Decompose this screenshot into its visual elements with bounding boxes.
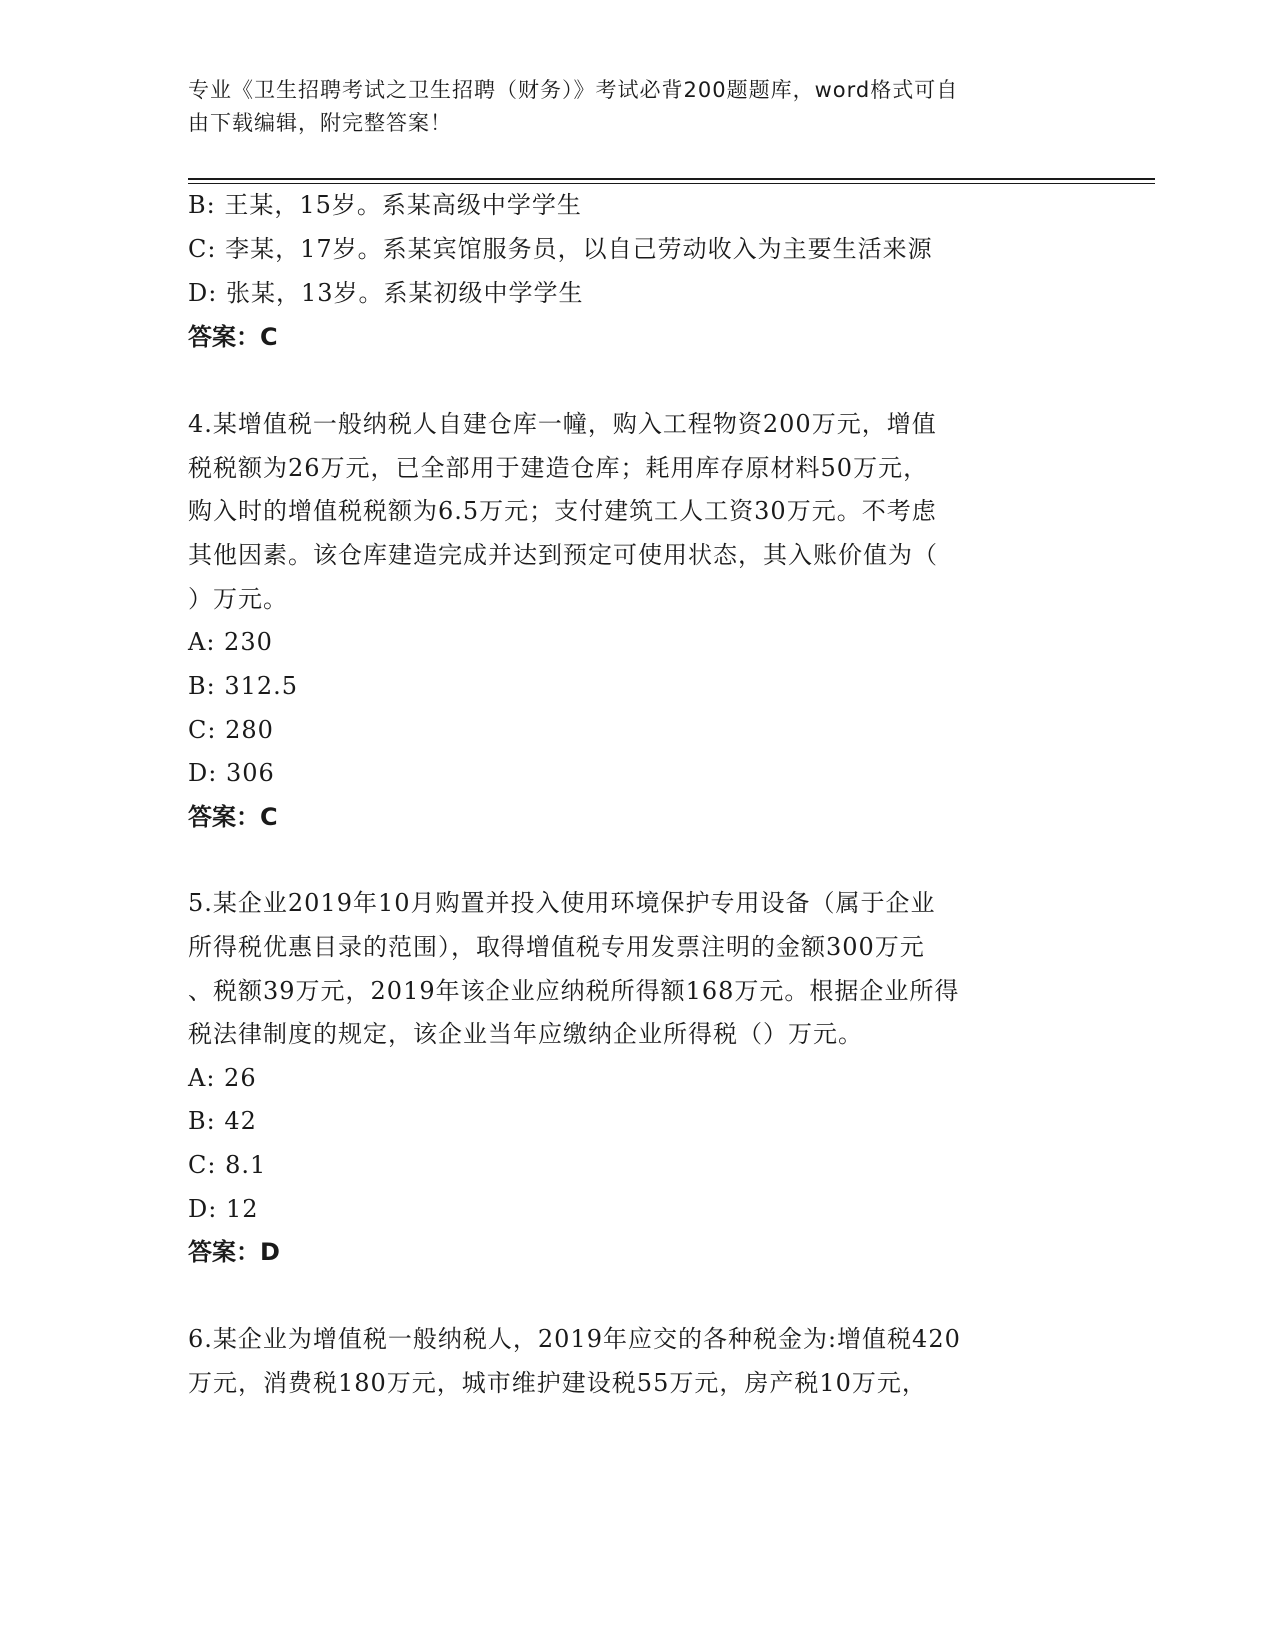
header-rule-thick <box>188 178 1155 180</box>
header-rule-thin <box>188 183 1155 184</box>
q4-option-d: D: 306 <box>188 759 275 787</box>
q4-stem-line-4: 其他因素。该仓库建造完成并达到预定可使用状态，其入账价值为（ <box>188 541 938 569</box>
q6-stem-line-2: 万元，消费税180万元，城市维护建设税55万元，房产税10万元， <box>188 1369 927 1397</box>
q5-option-a: A: 26 <box>188 1064 257 1092</box>
q6-stem-line-1: 6.某企业为增值税一般纳税人，2019年应交的各种税金为:增值税420 <box>188 1325 961 1353</box>
q5-stem-line-3: 、税额39万元，2019年该企业应纳税所得额168万元。根据企业所得 <box>188 977 960 1005</box>
q5-option-c: C: 8.1 <box>188 1151 267 1179</box>
q3-option-d: D: 张某，13岁。系某初级中学学生 <box>188 279 584 307</box>
q5-stem-line-1: 5.某企业2019年10月购置并投入使用环境保护专用设备（属于企业 <box>188 889 936 917</box>
q4-option-b: B: 312.5 <box>188 672 299 700</box>
q5-stem-line-2: 所得税优惠目录的范围），取得增值税专用发票注明的金额300万元 <box>188 933 925 961</box>
q4-stem-line-3: 购入时的增值税税额为6.5万元；支付建筑工人工资30万元。不考虑 <box>188 497 937 525</box>
header-line-1: 专业《卫生招聘考试之卫生招聘（财务）》考试必背200题题库，word格式可自 <box>188 78 959 102</box>
q3-answer: 答案：C <box>188 323 278 351</box>
q4-option-a: A: 230 <box>188 628 273 656</box>
q5-option-b: B: 42 <box>188 1107 257 1135</box>
q5-answer: 答案：D <box>188 1238 280 1266</box>
q4-stem-line-5: ）万元。 <box>188 585 288 613</box>
q5-stem-line-4: 税法律制度的规定，该企业当年应缴纳企业所得税（）万元。 <box>188 1020 863 1048</box>
document-header <box>188 74 1068 140</box>
q4-stem-line-2: 税税额为26万元，已全部用于建造仓库；耗用库存原材料50万元， <box>188 454 929 482</box>
q5-option-d: D: 12 <box>188 1195 259 1223</box>
q4-stem-line-1: 4.某增值税一般纳税人自建仓库一幢，购入工程物资200万元，增值 <box>188 410 937 438</box>
header-line-2: 由下载编辑，附完整答案！ <box>188 111 452 135</box>
q4-answer: 答案：C <box>188 803 278 831</box>
q4-option-c: C: 280 <box>188 716 274 744</box>
q3-option-c: C: 李某，17岁。系某宾馆服务员，以自己劳动收入为主要生活来源 <box>188 235 933 263</box>
q3-option-b: B: 王某，15岁。系某高级中学学生 <box>188 191 582 219</box>
